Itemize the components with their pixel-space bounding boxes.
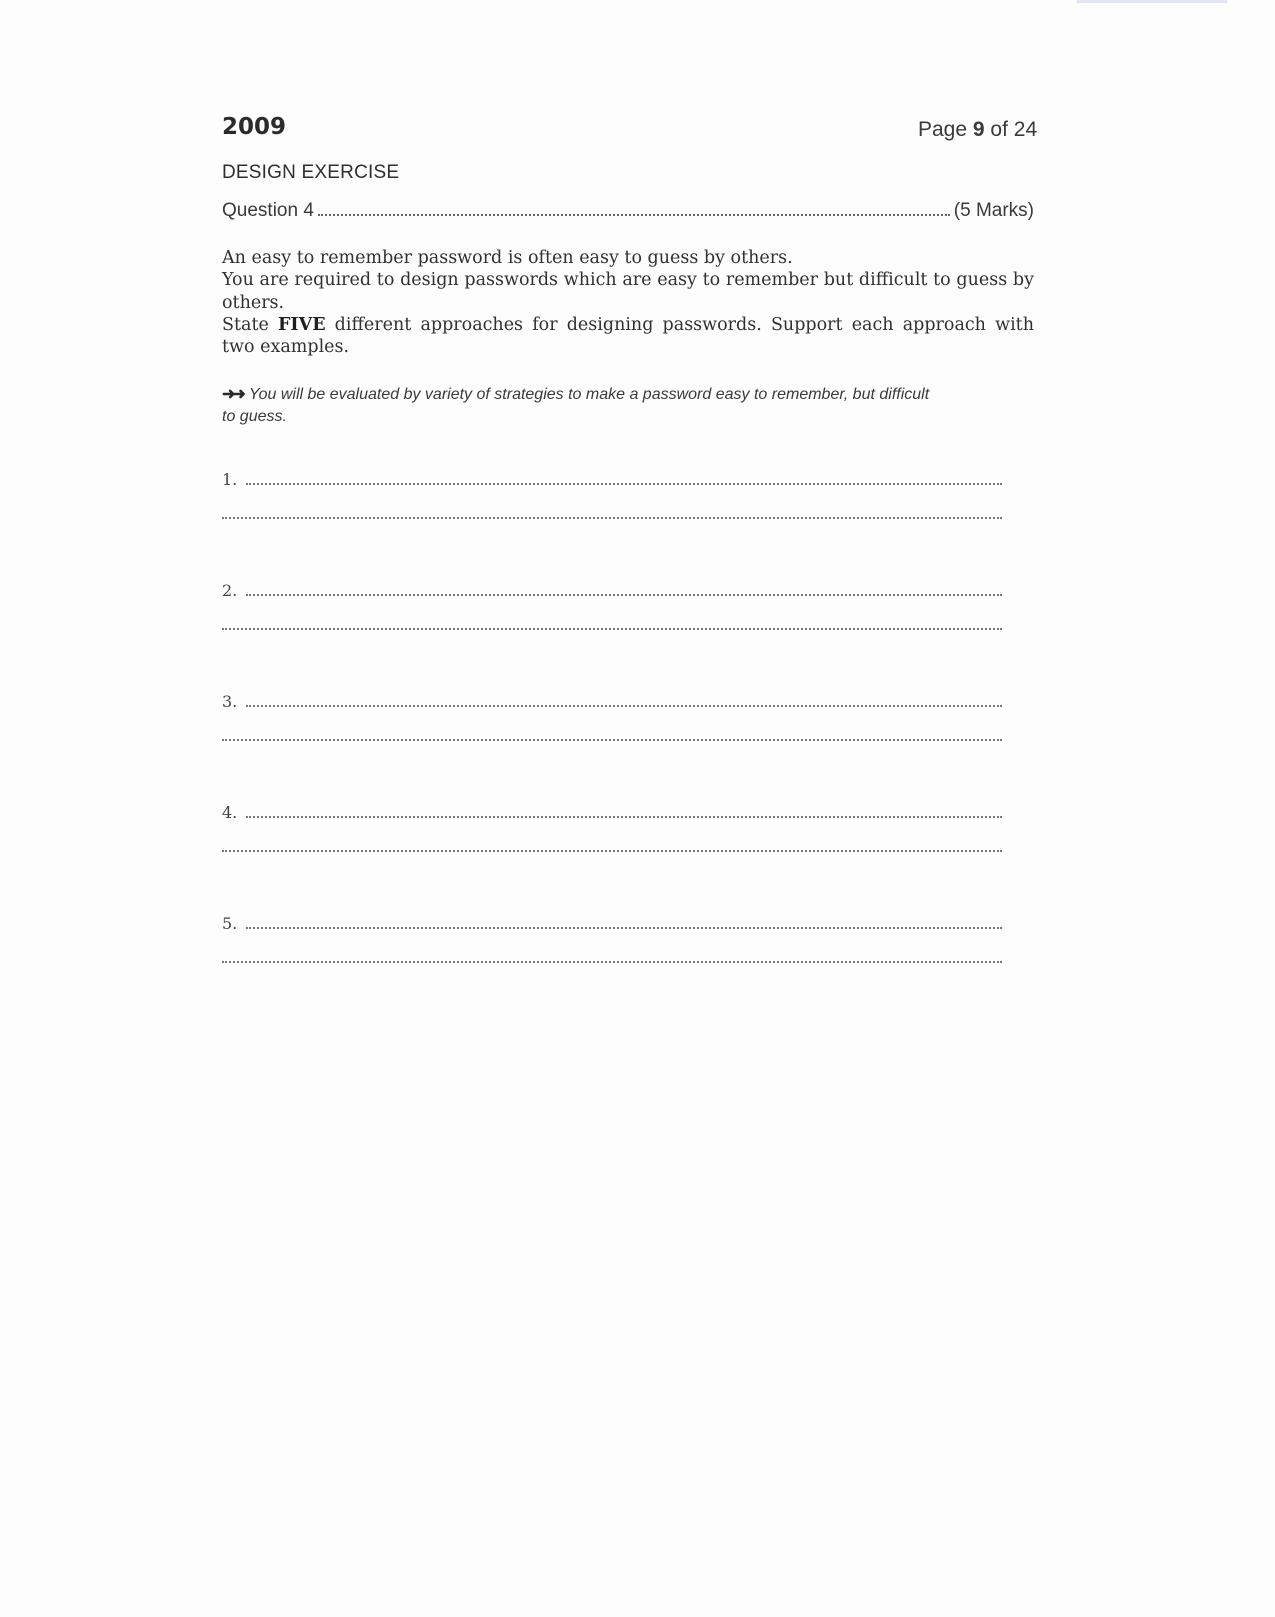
answer-line[interactable] bbox=[246, 926, 1002, 929]
answer-line[interactable] bbox=[222, 516, 1002, 519]
answer-line[interactable] bbox=[222, 849, 1002, 852]
instruction-3-bold: FIVE bbox=[278, 314, 326, 335]
answer-block-1 bbox=[222, 470, 1002, 519]
question-heading bbox=[222, 200, 1034, 222]
page-number bbox=[918, 118, 1037, 142]
answer-block-4 bbox=[222, 803, 1002, 852]
double-arrow-icon: ➜➜ bbox=[222, 386, 243, 403]
answer-number: 5. bbox=[222, 914, 238, 933]
instruction-line-2: You are required to design passwords which are easy to remember but difficult to guess by others. bbox=[222, 270, 1034, 313]
answer-block-2 bbox=[222, 581, 1002, 630]
page-current: 9 bbox=[972, 118, 985, 141]
answer-block-3 bbox=[222, 692, 1002, 741]
instruction-line-3 bbox=[222, 314, 1034, 359]
section-title: DESIGN EXERCISE bbox=[222, 162, 400, 183]
page-suffix: of 24 bbox=[984, 118, 1038, 141]
instruction-3-suffix: different approaches for designing passwords. Support each approach with two examples. bbox=[222, 314, 1034, 358]
answer-line[interactable] bbox=[222, 627, 1002, 630]
answer-line[interactable] bbox=[222, 738, 1002, 741]
note-text: You will be evaluated by variety of strategies to make a password easy to remember, but difficult to guess. bbox=[222, 386, 930, 425]
instructions bbox=[222, 247, 1034, 358]
answer-number: 2. bbox=[222, 581, 238, 600]
answer-line[interactable] bbox=[222, 960, 1002, 963]
dotted-leader bbox=[318, 213, 950, 216]
answer-line[interactable] bbox=[246, 482, 1002, 485]
answer-line[interactable] bbox=[246, 815, 1002, 818]
scan-artifact bbox=[1077, 0, 1227, 3]
answer-number: 4. bbox=[222, 803, 238, 822]
answer-block-5 bbox=[222, 914, 1002, 963]
instruction-line-1: An easy to remember password is often easy to guess by others. bbox=[222, 248, 793, 268]
answer-number: 3. bbox=[222, 692, 238, 711]
page-prefix: Page bbox=[918, 118, 973, 141]
exam-year: 2009 bbox=[222, 114, 287, 140]
evaluation-note bbox=[222, 384, 942, 428]
answer-number: 1. bbox=[222, 470, 238, 489]
question-marks: (5 Marks) bbox=[953, 200, 1034, 221]
answer-line[interactable] bbox=[246, 593, 1002, 596]
question-label: Question 4 bbox=[222, 200, 314, 221]
instruction-3-prefix: State bbox=[222, 314, 278, 335]
answer-line[interactable] bbox=[246, 704, 1002, 707]
